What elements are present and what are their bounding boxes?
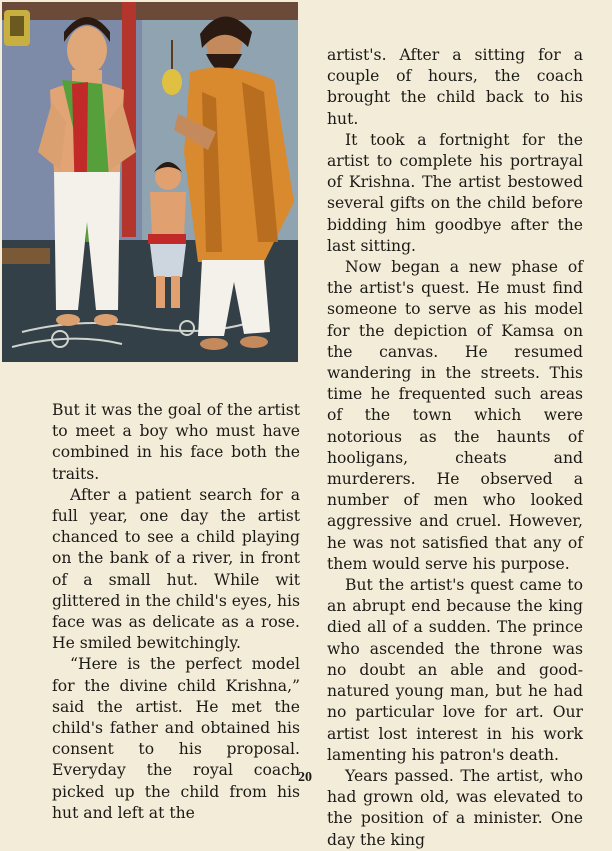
left-text-column: [52, 400, 300, 824]
right-text-column: [327, 45, 583, 851]
paragraph: But it was the goal of the artist to meet a boy who must have combined in his face both the traits.: [52, 401, 300, 483]
paragraph: But the artist's quest came to an abrupt end because the king died all of a sudden. The prince who ascended the throne was no doubt an able and good-natured young man, but he had no particular love for art. Our artist lost interest in his work lamenting his patron's death.: [327, 576, 583, 764]
story-illustration: [2, 2, 298, 362]
paragraph: It took a fortnight for the artist to complete his portrayal of Krishna. The artist bestowed several gifts on the child before bidding him goodbye after the last sitting.: [327, 130, 583, 255]
paragraph: “Here is the perfect model for the divine child Krishna,” said the artist. He met the child's father and obtained his consent to his proposal. Everyday the royal coach picked up the child from his hut and left at the: [52, 655, 300, 822]
paragraph: After a patient search for a full year, one day the artist chanced to see a child playing on the bank of a river, in front of a small hut. While wit glittered in the child's eyes, his face was as delicate as a rose. He smiled bewitchingly.: [52, 485, 301, 653]
page-number: 20: [298, 770, 312, 785]
illustration-image: [2, 2, 298, 362]
paragraph: Years passed. The artist, who had grown old, was elevated to the position of a minister. One day the king: [327, 766, 583, 849]
paragraph: Now began a new phase of the artist's quest. He must find someone to serve as his model for the depiction of Kamsa on the canvas. He resumed wandering in the streets. This time he frequented such areas of the town which were notorious as the haunts of hooligans, cheats and murderers. He observed a number of men who looked aggressive and cruel. However, he was not satisfied that any of them would serve his purpose.: [327, 258, 583, 573]
paragraph: artist's. After a sitting for a couple of hours, the coach brought the child back to his hut.: [327, 46, 583, 128]
